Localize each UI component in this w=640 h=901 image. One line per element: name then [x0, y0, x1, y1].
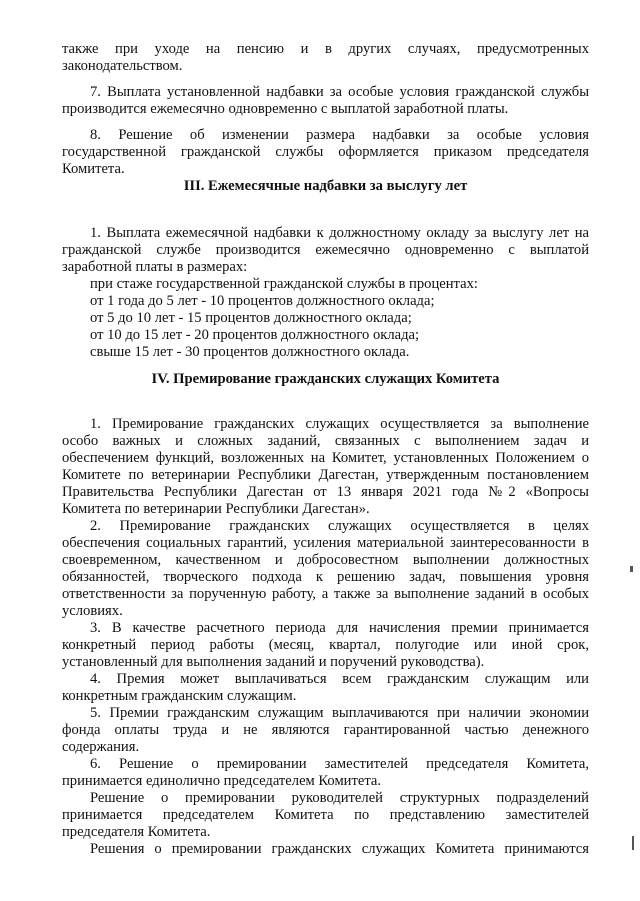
- text-line: фонда оплаты труда и не являются гарантированной частью денежного: [62, 722, 589, 738]
- text-line: условиях.: [62, 603, 123, 619]
- text-line: своевременном, качественном и добросовестном выполнении должностных: [62, 552, 589, 568]
- text-line: 4. Премия может выплачиваться всем гражданским служащим или: [90, 671, 589, 687]
- text-line: от 10 до 15 лет - 20 процентов должностного оклада;: [90, 327, 420, 343]
- text-line: от 1 года до 5 лет - 10 процентов должностного оклада;: [90, 293, 435, 309]
- text-line: 7. Выплата установленной надбавки за особые условия гражданской службы: [90, 84, 589, 100]
- text-line: гражданской службе производится ежемесячно одновременно с выплатой: [62, 242, 589, 258]
- text-line: 1. Выплата ежемесячной надбавки к должностному окладу за выслугу лет на: [90, 225, 589, 241]
- text-line: Решение о премировании руководителей структурных подразделений: [90, 790, 589, 806]
- text-line: установленный для выполнения заданий и поручений руководства).: [62, 654, 485, 670]
- text-line: принимается единолично председателем Комитета.: [62, 773, 382, 789]
- text-line: от 5 до 10 лет - 15 процентов должностного оклада;: [90, 310, 412, 326]
- text-line: свыше 15 лет - 30 процентов должностного оклада.: [90, 344, 410, 360]
- section-heading: III. Ежемесячные надбавки за выслугу лет: [183, 178, 468, 194]
- text-line: Комитете по ветеринарии Республики Дагестан, утвержденным постановлением: [62, 467, 589, 483]
- text-line: 5. Премии гражданским служащим выплачиваются при наличии экономии: [90, 705, 589, 721]
- text-line: обеспечения социальных гарантий, усиления материальной заинтересованности в: [62, 535, 589, 551]
- text-line: 8. Решение об изменении размера надбавки за особые условия: [90, 127, 589, 143]
- text-line: 3. В качестве расчетного периода для начисления премии принимается: [90, 620, 589, 636]
- text-line: 1. Премирование гражданских служащих осуществляется за выполнение: [90, 416, 589, 432]
- text-line: законодательством.: [62, 58, 183, 74]
- text-line: обязанностей, творческого подхода к решению задач, повышения уровня: [62, 569, 589, 585]
- scan-mark: [632, 836, 634, 850]
- scan-mark: [630, 566, 633, 572]
- text-line: конкретным гражданским служащим.: [62, 688, 297, 704]
- text-line: 6. Решение о премировании заместителей председателя Комитета,: [90, 756, 589, 772]
- text-line: особо важных и сложных заданий, связанных с выполнением задач и: [62, 433, 589, 449]
- text-line: принимается председателем Комитета по представлению заместителей: [62, 807, 589, 823]
- text-line: ответственности за порученную работу, а также за выполнение заданий в особых: [62, 586, 589, 602]
- text-line: также при уходе на пенсию и в других случаях, предусмотренных: [62, 41, 589, 57]
- text-line: обеспечением функций, возложенных на Комитет, установленных Положением о: [62, 450, 589, 466]
- text-line: Комитета по ветеринарии Республики Дагестан».: [62, 501, 370, 517]
- text-line: заработной платы в размерах:: [62, 259, 248, 275]
- text-line: Правительства Республики Дагестан от 13 января 2021 года №2 «Вопросы: [62, 484, 589, 500]
- text-line: Комитета.: [62, 161, 125, 177]
- text-line: государственной гражданской службы оформляется приказом председателя: [62, 144, 589, 160]
- text-line: при стаже государственной гражданской службы в процентах:: [90, 276, 478, 292]
- text-line: 2. Премирование гражданских служащих осуществляется в целях: [90, 518, 589, 534]
- text-line: конкретный период работы (месяц, квартал, полугодие или иной срок,: [62, 637, 589, 653]
- text-line: председателя Комитета.: [62, 824, 211, 840]
- section-heading: IV. Премирование гражданских служащих Комитета: [151, 371, 500, 387]
- text-line: Решения о премировании гражданских служащих Комитета принимаются: [90, 841, 589, 857]
- text-line: содержания.: [62, 739, 140, 755]
- text-line: производится ежемесячно одновременно с выплатой заработной платы.: [62, 101, 509, 117]
